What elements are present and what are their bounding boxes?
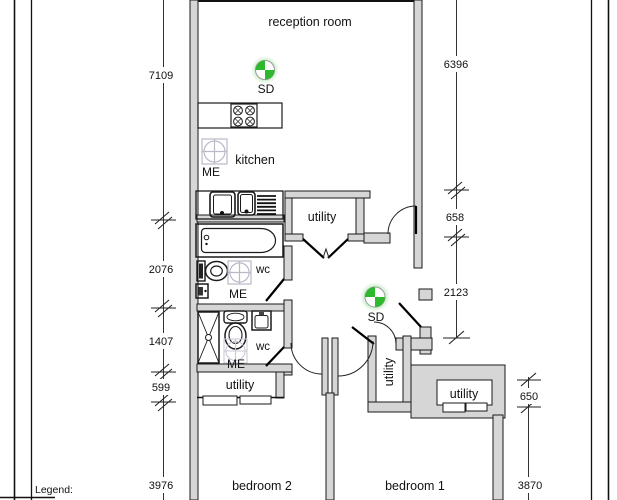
- kitchen-counter-hob: [198, 103, 282, 128]
- door-leaf-hall: [399, 303, 421, 327]
- door-arc-hall-top: [388, 206, 416, 234]
- label-kitchen: kitchen: [235, 153, 275, 167]
- dim-3976: 3976: [148, 480, 174, 492]
- basin-wc-lower: [252, 311, 271, 330]
- bifold-door: [303, 239, 348, 258]
- me-symbol-kitchen: [202, 139, 227, 164]
- label-utility-top: utility: [307, 210, 337, 224]
- dimension-label-masks: [143, 56, 548, 493]
- dim-3870: 3870: [517, 480, 543, 492]
- walls: [190, 0, 505, 500]
- door-leaf-wc-upper: [266, 279, 284, 301]
- label-utility-hall: utility: [382, 357, 396, 387]
- dim-650: 650: [519, 391, 539, 403]
- wall-bedroom-divider: [326, 393, 334, 500]
- dim-599: 599: [151, 382, 171, 394]
- door-arc-bedroom2: [291, 343, 322, 374]
- sd-symbol-hall: [360, 282, 390, 312]
- toilet-wc-upper: [197, 261, 228, 281]
- door-post-left: [322, 338, 328, 395]
- dim-2123: 2123: [443, 287, 469, 299]
- label-bedroom1: bedroom 1: [385, 479, 445, 493]
- label-reception-room: reception room: [268, 15, 352, 29]
- dim-6396: 6396: [443, 59, 469, 71]
- hob-burners: [234, 106, 255, 126]
- label-bedroom2: bedroom 2: [232, 479, 292, 493]
- label-utility-bedroom1: utility: [449, 387, 479, 401]
- drainer: [257, 196, 276, 214]
- legend-label: Legend:: [35, 484, 73, 496]
- label-wc-upper: wc: [255, 264, 271, 276]
- sd-symbol-reception: [251, 56, 279, 84]
- label-me-wc-lower: ME: [227, 357, 245, 371]
- door-post-right: [332, 338, 338, 395]
- label-me-kitchen: ME: [202, 165, 220, 179]
- utility-top-walls: [285, 191, 390, 243]
- dim-7109: 7109: [148, 70, 174, 82]
- label-sd-hall: SD: [367, 310, 385, 324]
- me-symbol-wc-upper: [228, 261, 251, 284]
- label-me-wc-upper: ME: [229, 287, 247, 301]
- dim-658: 658: [445, 212, 465, 224]
- dim-1407: 1407: [148, 336, 174, 348]
- shower-tray: [198, 312, 219, 363]
- wall-left-unit: [190, 0, 198, 500]
- label-wc-lower: wc: [255, 341, 271, 353]
- bathtub: [196, 224, 283, 257]
- wall-right-bedroom1: [493, 415, 503, 500]
- label-sd-reception: SD: [257, 82, 275, 96]
- dim-2076: 2076: [148, 264, 174, 276]
- utility-bedroom2-opening: [197, 396, 284, 405]
- label-utility-bedroom2: utility: [225, 378, 255, 392]
